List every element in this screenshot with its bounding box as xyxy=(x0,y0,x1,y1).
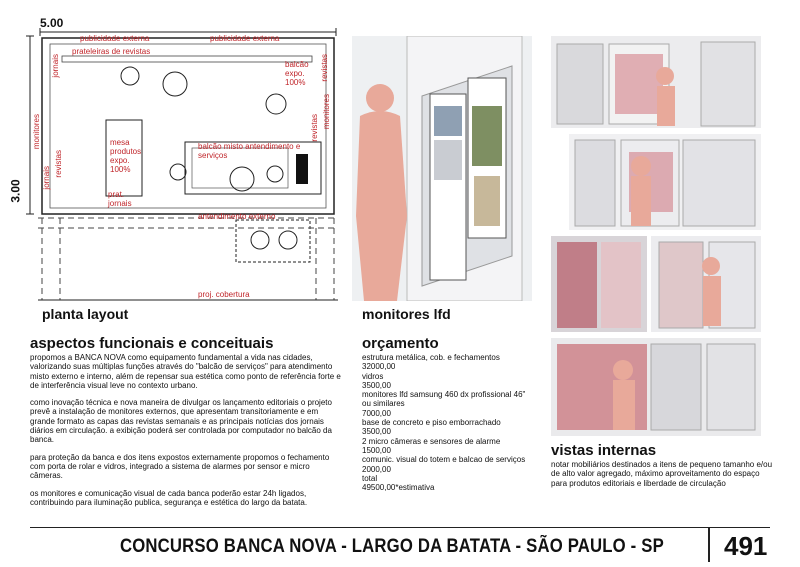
orcamento-title: orçamento xyxy=(362,335,439,352)
footer-divider xyxy=(708,528,710,562)
label-mesa-produtos: mesa produtos expo. 100% xyxy=(110,138,142,174)
label-balcao-misto: balcão misto antendimento e serviços xyxy=(198,142,301,160)
label-jornais-top-left: jornais xyxy=(51,54,60,78)
aspectos-title: aspectos funcionais e conceituais xyxy=(30,335,274,352)
plan-caption: planta layout xyxy=(42,306,129,322)
aspectos-paragraph-1: propomos a BANCA NOVA como equipamento fundamental a vida nas cidades, valorizando suas múltiplas funções através do "balcão de serviços" para atendimento misto externo e interno, além de repensar sua estética como ponto de referência forte e de interferência visual leve no contexto urbano. xyxy=(30,353,341,390)
budget-line: comunic. visual do totem e balcao de serviços xyxy=(362,455,526,465)
label-jornais-bottom-left: jornais xyxy=(42,166,51,190)
plan-width-dimension: 5.00 xyxy=(40,16,64,30)
orcamento-list xyxy=(362,353,552,492)
interior-renders xyxy=(551,36,761,436)
footer-title: CONCURSO BANCA NOVA - LARGO DA BATATA - SÃO PAULO - SP xyxy=(120,536,664,557)
label-revistas-top-right: revistas xyxy=(320,54,329,82)
floor-plan xyxy=(8,14,340,304)
budget-line: estrutura metálica, cob. e fechamentos xyxy=(362,353,500,362)
label-monitores-right: monitores xyxy=(322,94,331,130)
budget-line: 3500,00 xyxy=(362,427,391,437)
plan-height-dimension: 3.00 xyxy=(8,179,23,203)
budget-line: 32000,00 xyxy=(362,362,396,372)
vistas-text: notar mobiliários destinados a itens de pequeno tamanho e/ou de alto valor agregado, máximo aproveitamento do espaço para produtos editoriais e liberdade de circulação xyxy=(551,460,773,488)
label-publicidade-externa-right: publicidade externa xyxy=(210,34,280,43)
budget-line: 3500,00 xyxy=(362,380,391,390)
budget-line: 2 micro câmeras e sensores de alarme xyxy=(362,436,501,446)
budget-line: 49500,00*estimativa xyxy=(362,483,435,493)
footer xyxy=(30,527,770,562)
label-publicidade-externa-left: publicidade externa xyxy=(80,34,150,43)
vistas-title: vistas internas xyxy=(551,442,657,459)
aspectos-paragraph-3: para proteção da banca e dos itens expostos externamente propomos o fechamento com porta de rolar e vidros, integrado a sistema de alarmes por sensor e micro câmeras. xyxy=(30,452,330,481)
label-prat-jornais: prat. jornais xyxy=(108,190,132,208)
label-prateleiras: prateleiras de revistas xyxy=(72,47,151,56)
budget-line: 1500,00 xyxy=(362,445,391,455)
label-revistas-left: revistas xyxy=(54,150,63,178)
budget-line: 7000,00 xyxy=(362,408,391,418)
monitors-illustration xyxy=(352,36,532,301)
budget-line: 2000,00 xyxy=(362,464,391,474)
label-balcao-expo: balcão expo. 100% xyxy=(285,60,309,87)
budget-line: vidros xyxy=(362,371,384,381)
monitors-caption: monitores lfd xyxy=(362,306,451,322)
aspectos-paragraph-2: como inovação técnica e nova maneira de divulgar os lançamento editoriais o projeto prevê a instalação de monitores externos, que apresentam transitoriamente e em grande formato as capas das revistas semanais e as principais notícias dos jornais diários em circulação. a exibição poderá ser controlada por computador no balcão da banca. xyxy=(30,398,332,445)
monitors-render xyxy=(352,36,532,301)
interior-views xyxy=(551,36,761,436)
budget-line: total xyxy=(362,473,378,483)
aspectos-body xyxy=(30,353,342,507)
label-revistas-right: revistas xyxy=(310,114,319,142)
budget-line: ou similares xyxy=(362,399,405,409)
budget-line: monitores lfd samsung 460 dx profissional 46" xyxy=(362,390,526,400)
label-monitores-left: monitores xyxy=(32,114,41,150)
label-proj-cobertura: proj. cobertura xyxy=(198,290,250,299)
label-atendimento-externo: antendimento externo xyxy=(198,212,276,221)
page-number: 491 xyxy=(724,531,768,561)
aspectos-paragraph-4: os monitores e comunicação visual de cada banca poderão estar 24h ligados, contribuindo para iluminação publica, segurança e estética do largo da batata. xyxy=(30,488,308,507)
budget-line: base de concreto e piso emborrachado xyxy=(362,418,501,428)
